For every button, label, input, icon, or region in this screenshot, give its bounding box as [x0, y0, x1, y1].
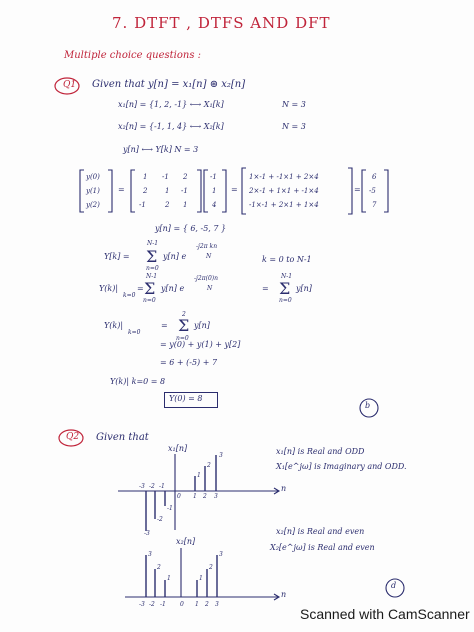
- q1-option: b: [365, 401, 371, 410]
- plot1-axes: [118, 454, 279, 530]
- plot1-value-label: 1: [197, 472, 201, 479]
- answer-box: [164, 392, 218, 408]
- plot2-tick: 1: [195, 601, 199, 608]
- step2-lhs: Y(k)|: [104, 321, 124, 330]
- yn-result: y[n] = { 6, -5, 7 }: [155, 224, 227, 233]
- yk-lhs: Y[k] =: [104, 252, 130, 261]
- step2-term: y[n]: [194, 321, 210, 330]
- plot2-value-label: 3: [148, 551, 152, 558]
- plot1-value-label: -2: [157, 516, 163, 523]
- circ-1-2: -1: [181, 187, 188, 195]
- plot2-tick: 0: [180, 601, 184, 608]
- svg-text:Σ: Σ: [144, 279, 156, 298]
- yk0-exponent: -j2π(0)n: [194, 275, 219, 282]
- plot2-title: x₂[n]: [176, 537, 196, 546]
- yk-term: y[n] e: [163, 252, 187, 261]
- expanded-2: -1×-1 + 2×1 + 1×4: [249, 201, 319, 209]
- circ-1-1: 1: [165, 187, 170, 195]
- section-subtitle: Multiple choice questions :: [64, 50, 201, 61]
- equals-3: =: [354, 185, 361, 194]
- circ-0-1: -1: [162, 173, 169, 181]
- yk0-sum2-bottom: n=0: [279, 297, 292, 304]
- q1-x1-length: N = 3: [282, 100, 306, 109]
- yk-sum-top: N-1: [147, 240, 159, 247]
- q2-option: d: [391, 581, 397, 590]
- plot1-tick: -1: [159, 483, 165, 490]
- plot1-value-label: -3: [144, 530, 150, 537]
- equals-5: =: [161, 321, 168, 330]
- yk0-sum2-term: y[n]: [296, 284, 312, 293]
- yk0-sum2-top: N-1: [281, 273, 293, 280]
- plot2-value-label: 3: [219, 551, 223, 558]
- vec-2: 4: [212, 201, 217, 209]
- plot2-tick: -1: [160, 601, 166, 608]
- svg-text:Σ: Σ: [178, 316, 190, 335]
- plot2-note-1: x₂[n] is Real and even: [276, 527, 365, 536]
- step3: = y(0) + y(1) + y[2]: [160, 340, 241, 349]
- svg-text:Σ: Σ: [279, 279, 291, 298]
- step2-sum-top: 2: [182, 311, 186, 318]
- answer-text: Y(0) = 8: [169, 394, 203, 403]
- plot1-tick: 0: [177, 493, 181, 500]
- plot2-tick: 2: [205, 601, 209, 608]
- final-statement: Y(k)| k=0 = 8: [110, 377, 166, 386]
- plot1-tick: -3: [139, 483, 145, 490]
- plot2-tick: -3: [139, 601, 145, 608]
- yk-exponent: -j2π kn: [196, 243, 218, 250]
- plot2-tick: -2: [149, 601, 155, 608]
- plot1-value-label: -1: [167, 505, 173, 512]
- plot1-value-label: 2: [207, 462, 211, 469]
- plot1-title: x₁[n]: [168, 444, 188, 453]
- yk0-equals: =: [262, 284, 269, 293]
- plot2-value-label: 1: [167, 575, 171, 582]
- plot1-note-1: x₁[n] is Real and ODD: [276, 447, 365, 456]
- expanded-0: 1×-1 + -1×1 + 2×4: [249, 173, 319, 181]
- equals-4: =: [137, 284, 144, 293]
- q2-label: Q2: [66, 432, 80, 442]
- step2-subscript: k=0: [128, 329, 141, 336]
- result-1: -5: [369, 187, 376, 195]
- result-2: 7: [372, 201, 377, 209]
- plot1-tick: -2: [149, 483, 155, 490]
- equals-1: =: [118, 185, 125, 194]
- yk-exponent-denominator: N: [206, 253, 212, 260]
- scanner-watermark: Scanned with CamScanner: [300, 606, 470, 622]
- q1-x1-definition: x₁[n] = {1, 2, -1} ⟷ X₁[k]: [118, 100, 224, 109]
- yk0-term: y[n] e: [161, 284, 185, 293]
- plot1-axis-label: n: [281, 484, 287, 493]
- plot2-note-2: X₂[e^jω] is Real and even: [270, 543, 375, 552]
- plot1-tick: 3: [214, 493, 218, 500]
- yk0-subscript: k=0: [123, 292, 136, 299]
- step4: = 6 + (-5) + 7: [160, 358, 218, 367]
- plot2-tick: 3: [215, 601, 219, 608]
- circ-0-2: 2: [183, 173, 188, 181]
- plot2-value-label: 1: [199, 575, 203, 582]
- vec-1: 1: [212, 187, 217, 195]
- plot2-value-label: 2: [209, 564, 213, 571]
- circ-2-1: 2: [165, 201, 170, 209]
- svg-text:Σ: Σ: [146, 247, 158, 266]
- plot1-tick: 1: [193, 493, 197, 500]
- yk0-sum-bottom: n=0: [143, 297, 156, 304]
- circ-2-2: 1: [183, 201, 188, 209]
- equals-2: =: [231, 185, 238, 194]
- step2-sum-bottom: n=0: [176, 335, 189, 342]
- circ-2-0: -1: [139, 201, 146, 209]
- yk0-exponent-denominator: N: [207, 285, 213, 292]
- vec-0: -1: [210, 173, 217, 181]
- result-0: 6: [372, 173, 377, 181]
- matrix-lhs-0: y(0): [86, 173, 100, 181]
- circ-0-0: 1: [143, 173, 148, 181]
- plot1-tick: 2: [203, 493, 207, 500]
- yk-sum-bottom: n=0: [146, 265, 159, 272]
- page-title: 7. DTFT , DTFS AND DFT: [112, 14, 331, 32]
- yk0-lhs: Y(k)|: [99, 284, 119, 293]
- q1-label: Q1: [63, 80, 77, 90]
- matrix-lhs-1: y(1): [86, 187, 100, 195]
- plot1-note-2: X₁[e^jω] is Imaginary and ODD.: [276, 462, 407, 471]
- q1-x2-length: N = 3: [282, 122, 306, 131]
- expanded-1: 2×-1 + 1×1 + -1×4: [249, 187, 319, 195]
- yk-range: k = 0 to N-1: [262, 255, 312, 264]
- q1-y-definition: y[n] ⟷ Y[k] N = 3: [123, 145, 199, 154]
- matrix-lhs-2: y(2): [86, 201, 100, 209]
- plot2-axis-label: n: [281, 590, 287, 599]
- plot2-value-label: 2: [157, 564, 161, 571]
- circ-1-0: 2: [143, 187, 148, 195]
- q1-x2-definition: x₂[n] = {-1, 1, 4} ⟷ X₂[k]: [118, 122, 224, 131]
- yk0-sum-top: N-1: [146, 273, 158, 280]
- q2-given: Given that: [96, 432, 149, 443]
- plot1-value-label: 3: [219, 452, 223, 459]
- q1-given: Given that y[n] = x₁[n] ⊛ x₂[n]: [92, 79, 246, 90]
